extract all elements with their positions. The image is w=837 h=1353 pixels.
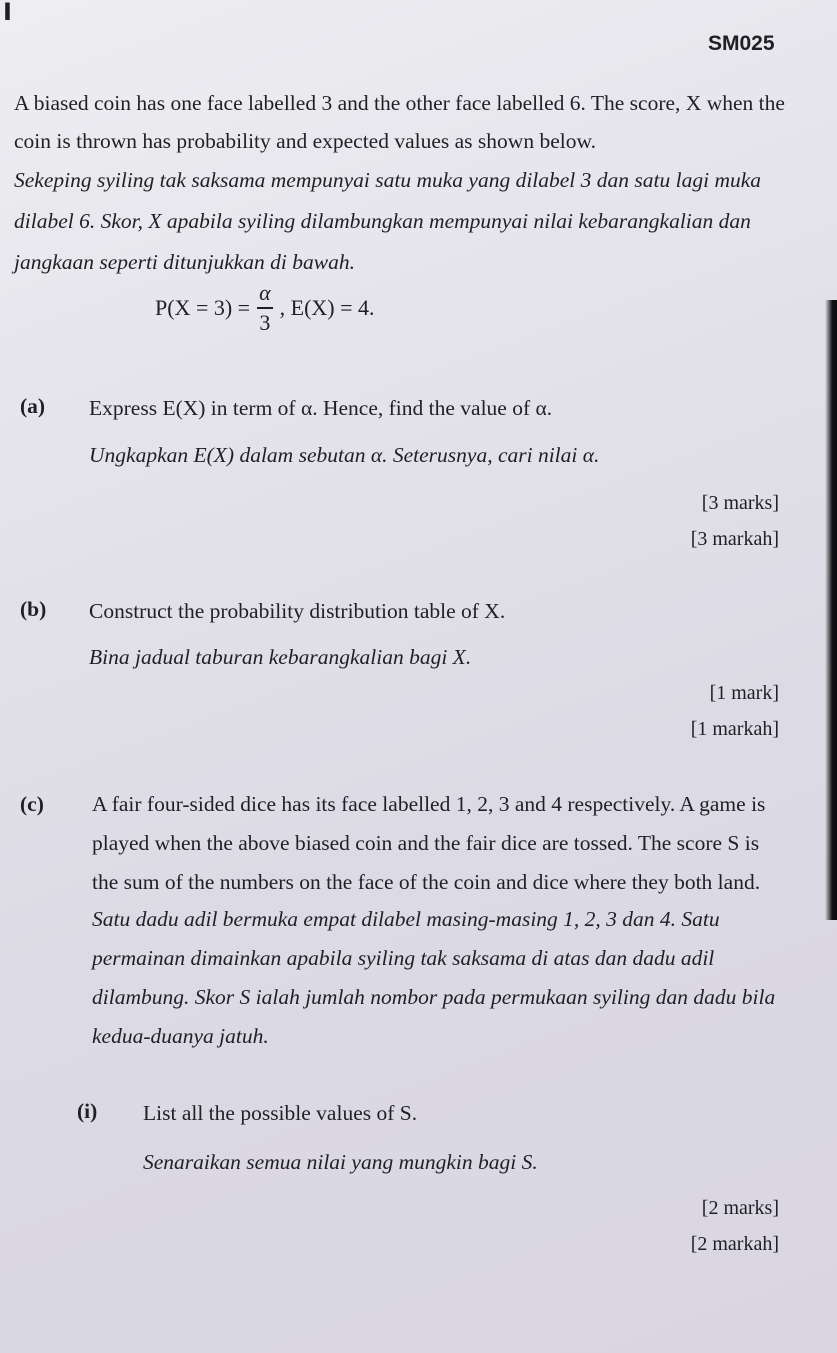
part-c-i-markah: [2 markah] — [690, 1233, 779, 1255]
part-a-label: (a) — [20, 394, 46, 418]
part-c-i-malay: Senaraikan semua nilai yang mungkin bagi S. — [143, 1150, 538, 1174]
given-formula — [155, 282, 375, 334]
intro-english: A biased coin has one face labelled 3 and the other face labelled 6. The score, X when the coin is thrown has probability and expected values as shown below. — [14, 91, 785, 153]
formula-lhs: P(X = 3) = — [155, 294, 251, 320]
fraction-bar — [257, 307, 273, 309]
part-c-malay: Satu dadu adil bermuka empat dilabel masing-masing 1, 2, 3 dan 4. Satu permainan dimainkan apabila syiling tak saksama di atas dan dadu adil dilambung. Skor S ialah jumlah nombor pada permukaan syiling dan dadu bila kedua-duanya jatuh. — [92, 907, 776, 1048]
part-c-label: (c) — [20, 792, 44, 816]
part-c-i-label: (i) — [77, 1099, 98, 1123]
part-a-malay: Ungkapkan E(X) dalam sebutan α. Seterusnya, cari nilai α. — [89, 443, 600, 467]
part-b-marks: [1 mark] — [709, 682, 779, 704]
part-a-markah: [3 markah] — [690, 528, 779, 550]
part-b-malay: Bina jadual taburan kebarangkalian bagi X. — [89, 645, 472, 669]
formula-fraction — [257, 282, 273, 334]
page-edge-shadow — [825, 300, 837, 920]
part-c-english: A fair four-sided dice has its face labelled 1, 2, 3 and 4 respectively. A game is played when the above biased coin and the fair dice are tossed. The score S is the sum of the numbers on the face of the coin and dice where they both land. — [92, 792, 766, 894]
formula-rhs: , E(X) = 4. — [279, 294, 375, 320]
part-b-markah: [1 markah] — [690, 718, 779, 740]
part-b-english: Construct the probability distribution table of X. — [89, 599, 506, 623]
fraction-numerator: α — [259, 280, 271, 305]
part-a-marks: [3 marks] — [701, 492, 779, 514]
corner-mark: I — [3, 0, 12, 26]
part-c-i-english: List all the possible values of S. — [143, 1101, 418, 1125]
part-a-english: Express E(X) in term of α. Hence, find the value of α. — [89, 396, 553, 420]
paper-code: SM025 — [708, 32, 775, 55]
intro-malay: Sekeping syiling tak saksama mempunyai satu muka yang dilabel 3 dan satu lagi muka dilabel 6. Skor, X apabila syiling dilambungkan mempunyai nilai kebarangkalian dan jangkaan seperti ditunjukkan di bawah. — [14, 168, 762, 274]
part-b-label: (b) — [20, 597, 47, 621]
part-c-i-marks: [2 marks] — [701, 1197, 779, 1219]
fraction-denominator: 3 — [259, 309, 271, 335]
